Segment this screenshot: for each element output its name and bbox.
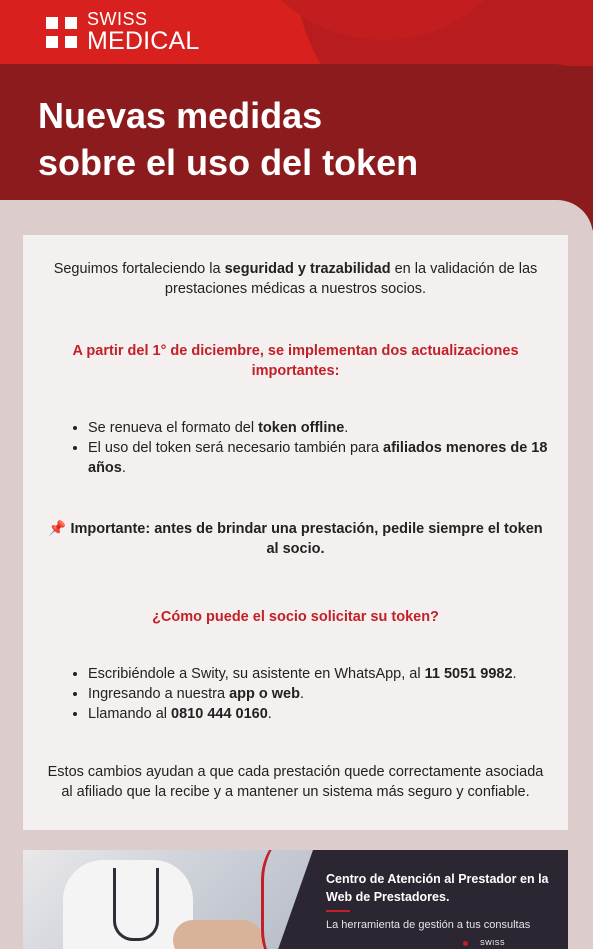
list-item-text-end: . (512, 666, 517, 682)
closing-paragraph: Estos cambios ayudan a que cada prestación quede correctamente asociada al afiliado que la recibe y a mantener un sistema más seguro y confiable. (47, 764, 544, 800)
list-item-text: El uso del token será necesario también para (88, 440, 384, 456)
intro-text-end: en la validación de las prestaciones médicas a nuestros socios. (164, 261, 538, 297)
list-item (88, 438, 558, 478)
header-bottom-curve (0, 200, 593, 230)
list-item-text: Llamando al (88, 706, 172, 722)
list-item-bold: app o web (229, 686, 300, 702)
banner-mini-logo (463, 940, 505, 947)
stethoscope-icon (113, 868, 159, 941)
important-text: Importante: antes de brindar una prestación, pedile siempre el token al socio. (70, 521, 543, 557)
list-item-text-end: . (299, 686, 305, 702)
list-item-bold: afiliados menores de 18 años (88, 440, 548, 476)
list-item-text: Escribiéndole a Swity, su asistente en WhatsApp, al (88, 666, 425, 682)
announcement-heading: A partir del 1° de diciembre, se implementan dos actualizaciones importantes: (72, 343, 519, 379)
swiss-medical-logo[interactable] (46, 10, 200, 54)
intro-paragraph (47, 259, 544, 299)
list-item-text: Se renueva el formato del (88, 420, 259, 436)
title-line2: sobre el uso del token (38, 142, 419, 183)
logo-text (87, 10, 200, 54)
logo-dot-icon (463, 941, 468, 946)
pushpin-icon: 📌 (48, 521, 67, 537)
header (0, 0, 593, 230)
page-title (38, 92, 558, 186)
list-item-text-end: . (121, 460, 126, 476)
logo-squares-icon (46, 17, 77, 48)
list-item-bold: token offline (258, 420, 345, 436)
banner-mini-logo-text: SWISS (480, 940, 506, 947)
methods-list (63, 664, 558, 724)
intro-bold: seguridad y trazabilidad (224, 261, 391, 277)
list-item (88, 418, 558, 438)
list-item-text-end: . (344, 420, 349, 436)
banner-title: Centro de Atención al Prestador en la Web de Prestadores. (326, 872, 549, 904)
title-line1: Nuevas medidas (38, 95, 323, 136)
list-item-bold: 0810 444 0160 (171, 706, 268, 722)
important-note (47, 519, 544, 559)
list-item (88, 684, 558, 704)
banner-divider (326, 910, 350, 912)
list-item (88, 704, 558, 724)
updates-list (63, 418, 558, 478)
promo-banner[interactable] (23, 850, 568, 949)
list-item-text-end: . (267, 706, 272, 722)
logo-line2: MEDICAL (87, 27, 200, 55)
intro-text: Seguimos fortaleciendo la (53, 261, 225, 277)
list-item-bold: 11 5051 9982 (424, 666, 513, 682)
hand-shape (173, 920, 263, 949)
banner-subtitle: La herramienta de gestión a tus consultas (326, 919, 531, 931)
list-item-text: Ingresando a nuestra (88, 686, 230, 702)
question-heading: ¿Cómo puede el socio solicitar su token? (152, 609, 439, 625)
logo-line1: SWISS (87, 9, 148, 29)
content-card (23, 235, 568, 830)
list-item (88, 664, 558, 684)
